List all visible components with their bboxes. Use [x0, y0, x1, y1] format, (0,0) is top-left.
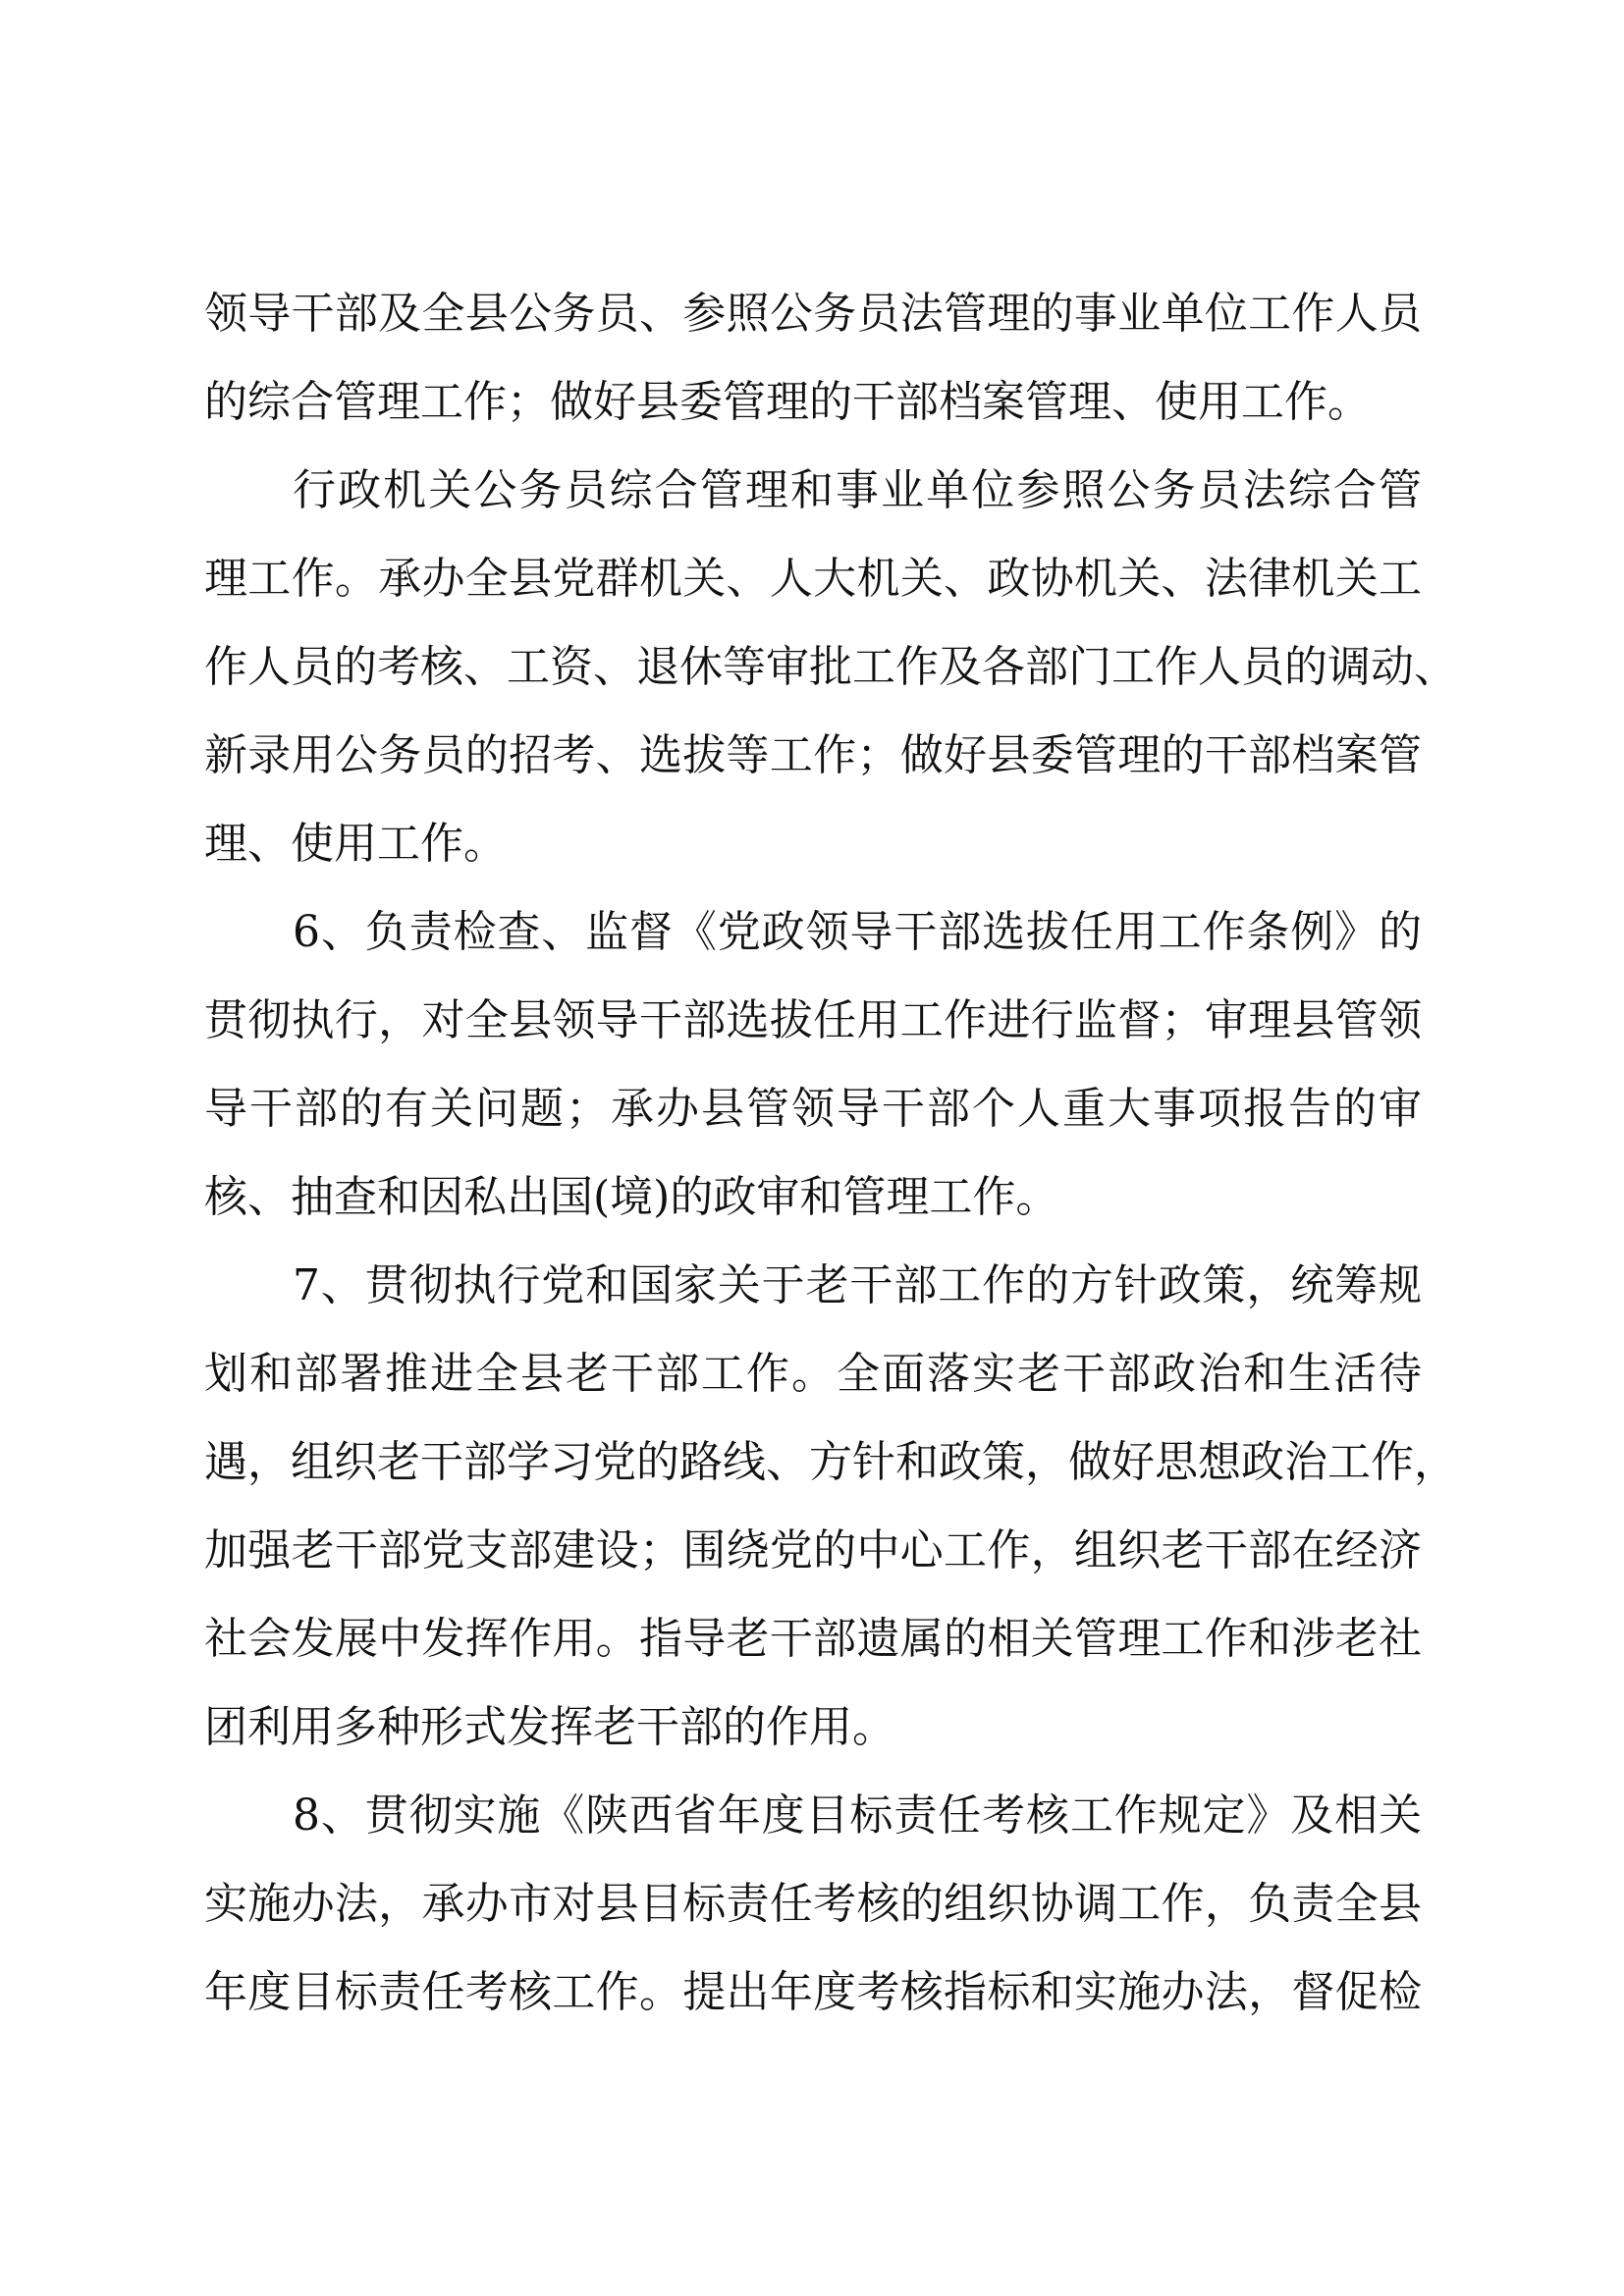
text-line: 贯彻执行，对全县领导干部选拔任用工作进行监督；审理县管领 [204, 995, 1422, 1045]
paragraph-first-line: 7、贯彻执行党和国家关于老干部工作的方针政策，统筹规 [293, 1260, 1422, 1310]
text-line: 新录用公务员的招考、选拔等工作；做好县委管理的干部档案管 [204, 730, 1422, 780]
paragraph-first-line: 6、负责检查、监督《党政领导干部选拔任用工作条例》的 [293, 907, 1422, 957]
paragraph-first-line: 行政机关公务员综合管理和事业单位参照公务员法综合管 [293, 465, 1422, 515]
text-line: 年度目标责任考核工作。提出年度考核指标和实施办法，督促检 [204, 1967, 1422, 2017]
text-line: 的综合管理工作；做好县委管理的干部档案管理、使用工作。 [204, 377, 1371, 427]
text-line: 领导干部及全县公务员、参照公务员法管理的事业单位工作人员 [204, 289, 1422, 339]
text-line: 理工作。承办全县党群机关、人大机关、政协机关、法律机关工 [204, 554, 1422, 604]
text-line: 作人员的考核、工资、退休等审批工作及各部门工作人员的调动、 [204, 642, 1457, 692]
text-line: 遇，组织老干部学习党的路线、方针和政策，做好思想政治工作， [204, 1437, 1457, 1487]
text-line: 导干部的有关问题；承办县管领导干部个人重大事项报告的审 [204, 1084, 1422, 1134]
text-line: 实施办法，承办市对县目标责任考核的组织协调工作，负责全县 [204, 1879, 1422, 1929]
text-line: 加强老干部党支部建设；围绕党的中心工作，组织老干部在经济 [204, 1525, 1422, 1575]
text-line: 划和部署推进全县老干部工作。全面落实老干部政治和生活待 [204, 1349, 1422, 1399]
text-line: 团利用多种形式发挥老干部的作用。 [204, 1702, 895, 1752]
text-line: 核、抽查和因私出国(境)的政审和管理工作。 [204, 1172, 1059, 1222]
paragraph-first-line: 8、贯彻实施《陕西省年度目标责任考核工作规定》及相关 [293, 1790, 1422, 1841]
text-line: 社会发展中发挥作用。指导老干部遗属的相关管理工作和涉老社 [204, 1614, 1422, 1664]
text-line: 理、使用工作。 [204, 819, 507, 869]
